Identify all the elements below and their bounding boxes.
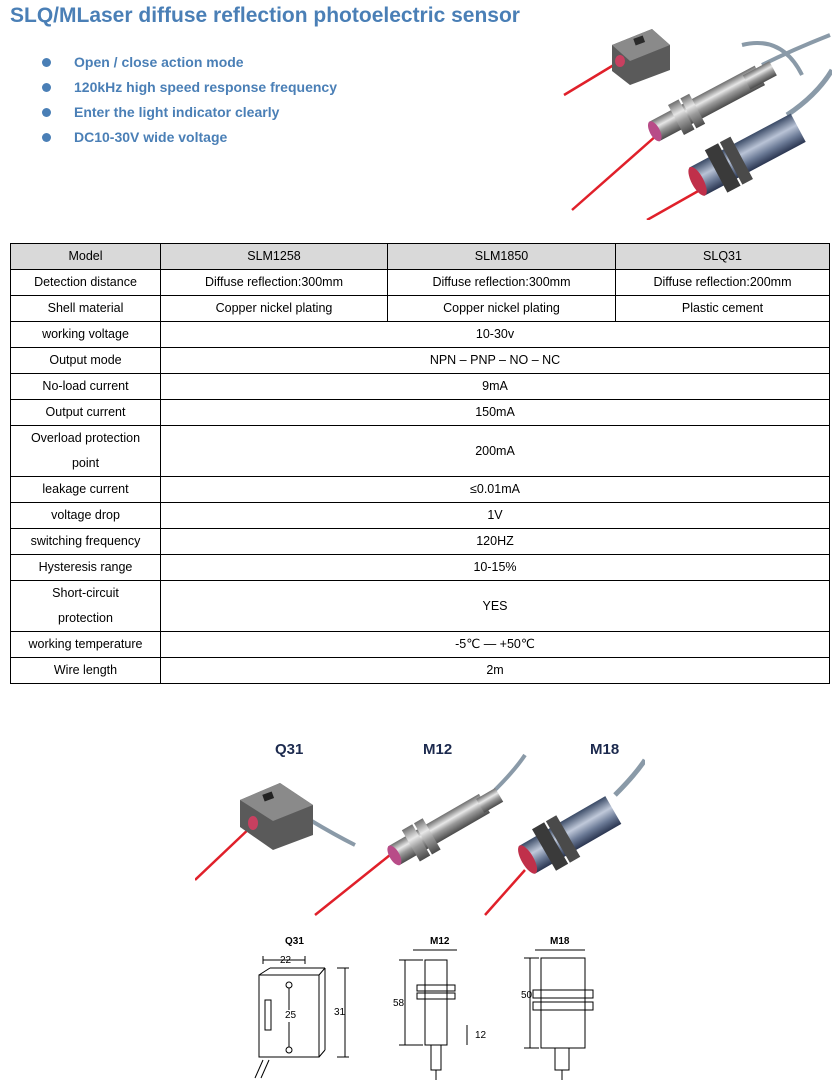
table-row	[11, 555, 830, 581]
table-row	[11, 658, 830, 684]
header-cell: SLM1850	[388, 244, 616, 270]
table-cell: Diffuse reflection:300mm	[388, 270, 616, 296]
table-row	[11, 296, 830, 322]
feature-item: DC10-30V wide voltage	[42, 125, 337, 150]
table-row	[11, 374, 830, 400]
table-cell: -5℃ — +50℃	[161, 632, 830, 658]
dimension-drawings	[245, 930, 605, 1085]
row-label-line: Short-circuit	[52, 586, 119, 600]
header-cell: Model	[11, 244, 161, 270]
table-cell: ≤0.01mA	[161, 477, 830, 503]
table-cell: 10-15%	[161, 555, 830, 581]
row-label-line: point	[71, 456, 100, 470]
sensor-m18	[681, 70, 832, 205]
drawing-title-q31: Q31	[285, 936, 304, 947]
table-row	[11, 529, 830, 555]
table-cell: 2m	[161, 658, 830, 684]
row-label: voltage drop	[11, 503, 161, 529]
table-cell: 120HZ	[161, 529, 830, 555]
row-label: No-load current	[11, 374, 161, 400]
table-row	[11, 503, 830, 529]
bullet-icon	[42, 58, 51, 67]
table-row	[11, 400, 830, 426]
header-cell: SLM1258	[161, 244, 388, 270]
bullet-icon	[42, 133, 51, 142]
sensor-m12	[642, 35, 830, 149]
product-label-m12: M12	[423, 741, 453, 758]
table-cell: Diffuse reflection:300mm	[161, 270, 388, 296]
page-title: SLQ/MLaser diffuse reflection photoelectric sensor	[10, 4, 520, 27]
product-label-m18: M18	[590, 741, 620, 758]
table-row	[11, 348, 830, 374]
table-cell: Copper nickel plating	[161, 296, 388, 322]
table-cell: Plastic cement	[616, 296, 830, 322]
table-cell: YES	[161, 581, 830, 632]
table-row	[11, 581, 830, 632]
product-photos	[195, 735, 645, 925]
table-cell: 10-30v	[161, 322, 830, 348]
table-cell: Copper nickel plating	[388, 296, 616, 322]
spec-table	[10, 243, 830, 684]
row-label: Detection distance	[11, 270, 161, 296]
row-label: working voltage	[11, 322, 161, 348]
feature-item: Open / close action mode	[42, 50, 337, 75]
table-cell: NPN – PNP – NO – NC	[161, 348, 830, 374]
table-row	[11, 270, 830, 296]
table-header-row	[11, 244, 830, 270]
row-label: switching frequency	[11, 529, 161, 555]
bullet-icon	[42, 83, 51, 92]
dim-length: 58	[393, 998, 405, 1009]
dim-inner: 25	[285, 1010, 297, 1021]
row-label: Shell material	[11, 296, 161, 322]
dim-length: 50	[521, 990, 533, 1001]
table-cell: 150mA	[161, 400, 830, 426]
header-cell: SLQ31	[616, 244, 830, 270]
row-label: working temperature	[11, 632, 161, 658]
dim-tail: 12	[475, 1030, 487, 1041]
dim-height: 31	[334, 1007, 346, 1018]
table-row	[11, 426, 830, 477]
hero-product-image	[562, 15, 832, 220]
row-label: leakage current	[11, 477, 161, 503]
feature-list	[42, 50, 337, 150]
drawing-lines	[245, 930, 605, 1085]
row-label: Hysteresis range	[11, 555, 161, 581]
row-label	[11, 426, 161, 477]
drawing-title-m12: M12	[430, 936, 450, 947]
dim-width: 22	[280, 955, 292, 966]
feature-item: 120kHz high speed response frequency	[42, 75, 337, 100]
product-label-q31: Q31	[275, 741, 304, 758]
table-cell: 9mA	[161, 374, 830, 400]
table-row	[11, 632, 830, 658]
feature-item: Enter the light indicator clearly	[42, 100, 337, 125]
table-row	[11, 322, 830, 348]
row-label: Wire length	[11, 658, 161, 684]
row-label: Output current	[11, 400, 161, 426]
bullet-icon	[42, 108, 51, 117]
table-row	[11, 477, 830, 503]
row-label	[11, 581, 161, 632]
drawing-title-m18: M18	[550, 936, 570, 947]
product-photo-illustration	[195, 735, 645, 925]
row-label: Output mode	[11, 348, 161, 374]
row-label-line: Overload protection	[30, 431, 141, 445]
table-cell: 200mA	[161, 426, 830, 477]
table-cell: 1V	[161, 503, 830, 529]
row-label-line: protection	[58, 611, 113, 625]
table-cell: Diffuse reflection:200mm	[616, 270, 830, 296]
